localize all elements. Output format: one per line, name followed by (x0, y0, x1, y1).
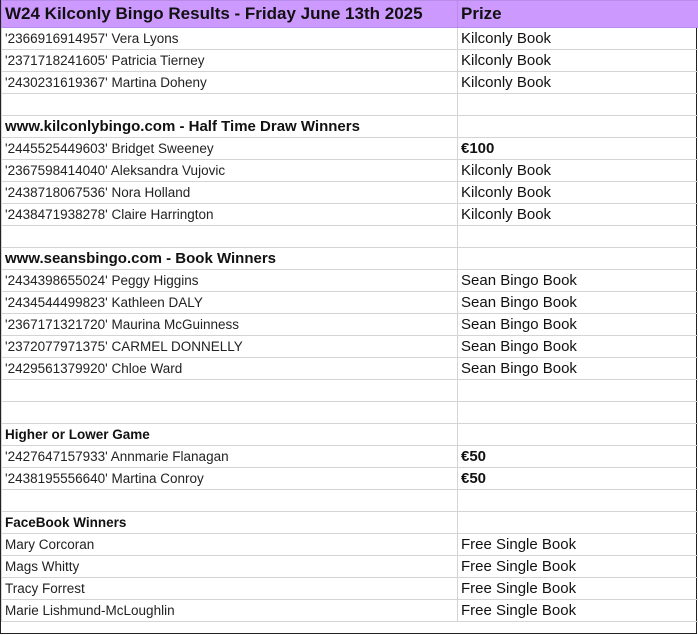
winner-name-cell: '2367598414040' Aleksandra Vujovic (2, 160, 458, 182)
prize-cell: Sean Bingo Book (458, 292, 698, 314)
prize-cell: Free Single Book (458, 556, 698, 578)
empty-cell (458, 116, 698, 138)
empty-cell (458, 424, 698, 446)
empty-cell (2, 380, 458, 402)
winner-row (2, 468, 698, 490)
results-body (2, 28, 698, 622)
section-header-row (2, 248, 698, 270)
empty-cell (458, 226, 698, 248)
prize-cell: €100 (458, 138, 698, 160)
blank-row (2, 380, 698, 402)
winner-row (2, 578, 698, 600)
empty-cell (458, 380, 698, 402)
empty-cell (2, 94, 458, 116)
winner-row (2, 534, 698, 556)
empty-cell (458, 512, 698, 534)
results-table (1, 0, 698, 622)
section-title: www.kilconlybingo.com - Half Time Draw Winners (2, 116, 458, 138)
prize-cell: Kilconly Book (458, 50, 698, 72)
prize-cell: €50 (458, 446, 698, 468)
winner-row (2, 358, 698, 380)
sheet-title: W24 Kilconly Bingo Results - Friday June 13th 2025 (2, 1, 458, 28)
winner-name-cell: '2429561379920' Chloe Ward (2, 358, 458, 380)
winner-row (2, 556, 698, 578)
winner-name-cell: '2371718241605' Patricia Tierney (2, 50, 458, 72)
winner-name-cell: '2438195556640' Martina Conroy (2, 468, 458, 490)
winner-row (2, 160, 698, 182)
winner-name-cell: '2366916914957' Vera Lyons (2, 28, 458, 50)
winner-row (2, 28, 698, 50)
prize-cell: Kilconly Book (458, 72, 698, 94)
blank-row (2, 490, 698, 512)
prize-cell: Sean Bingo Book (458, 270, 698, 292)
winner-name-cell: '2434544499823' Kathleen DALY (2, 292, 458, 314)
winner-row (2, 270, 698, 292)
prize-cell: Kilconly Book (458, 182, 698, 204)
winner-name-cell: '2430231619367' Martina Doheny (2, 72, 458, 94)
winner-name-cell: Mags Whitty (2, 556, 458, 578)
section-header-row (2, 116, 698, 138)
empty-cell (458, 490, 698, 512)
winner-row (2, 182, 698, 204)
blank-row (2, 402, 698, 424)
section-title: www.seansbingo.com - Book Winners (2, 248, 458, 270)
winner-name-cell: '2438471938278' Claire Harrington (2, 204, 458, 226)
winner-name-cell: Mary Corcoran (2, 534, 458, 556)
prize-cell: Free Single Book (458, 600, 698, 622)
prize-column-header: Prize (458, 1, 698, 28)
winner-row (2, 50, 698, 72)
winner-name-cell: '2372077971375' CARMEL DONNELLY (2, 336, 458, 358)
empty-cell (2, 402, 458, 424)
section-header-row (2, 512, 698, 534)
prize-cell: €50 (458, 468, 698, 490)
prize-cell: Free Single Book (458, 534, 698, 556)
empty-cell (2, 226, 458, 248)
winner-name-cell: Tracy Forrest (2, 578, 458, 600)
prize-cell: Sean Bingo Book (458, 336, 698, 358)
empty-cell (2, 490, 458, 512)
section-title: FaceBook Winners (2, 512, 458, 534)
winner-name-cell: '2427647157933' Annmarie Flanagan (2, 446, 458, 468)
winner-row (2, 336, 698, 358)
section-header-row (2, 424, 698, 446)
winner-row (2, 292, 698, 314)
winner-row (2, 72, 698, 94)
prize-cell: Sean Bingo Book (458, 358, 698, 380)
winner-row (2, 138, 698, 160)
prize-cell: Kilconly Book (458, 28, 698, 50)
prize-cell: Kilconly Book (458, 160, 698, 182)
winner-row (2, 314, 698, 336)
prize-cell: Kilconly Book (458, 204, 698, 226)
blank-row (2, 94, 698, 116)
empty-cell (458, 94, 698, 116)
prize-cell: Sean Bingo Book (458, 314, 698, 336)
winner-row (2, 446, 698, 468)
winner-row (2, 600, 698, 622)
winner-name-cell: '2445525449603' Bridget Sweeney (2, 138, 458, 160)
prize-cell: Free Single Book (458, 578, 698, 600)
winner-row (2, 204, 698, 226)
winner-name-cell: Marie Lishmund-McLoughlin (2, 600, 458, 622)
section-title: Higher or Lower Game (2, 424, 458, 446)
header-row (2, 1, 698, 28)
winner-name-cell: '2367171321720' Maurina McGuinness (2, 314, 458, 336)
winner-name-cell: '2438718067536' Nora Holland (2, 182, 458, 204)
winner-name-cell: '2434398655024' Peggy Higgins (2, 270, 458, 292)
empty-cell (458, 248, 698, 270)
empty-cell (458, 402, 698, 424)
blank-row (2, 226, 698, 248)
